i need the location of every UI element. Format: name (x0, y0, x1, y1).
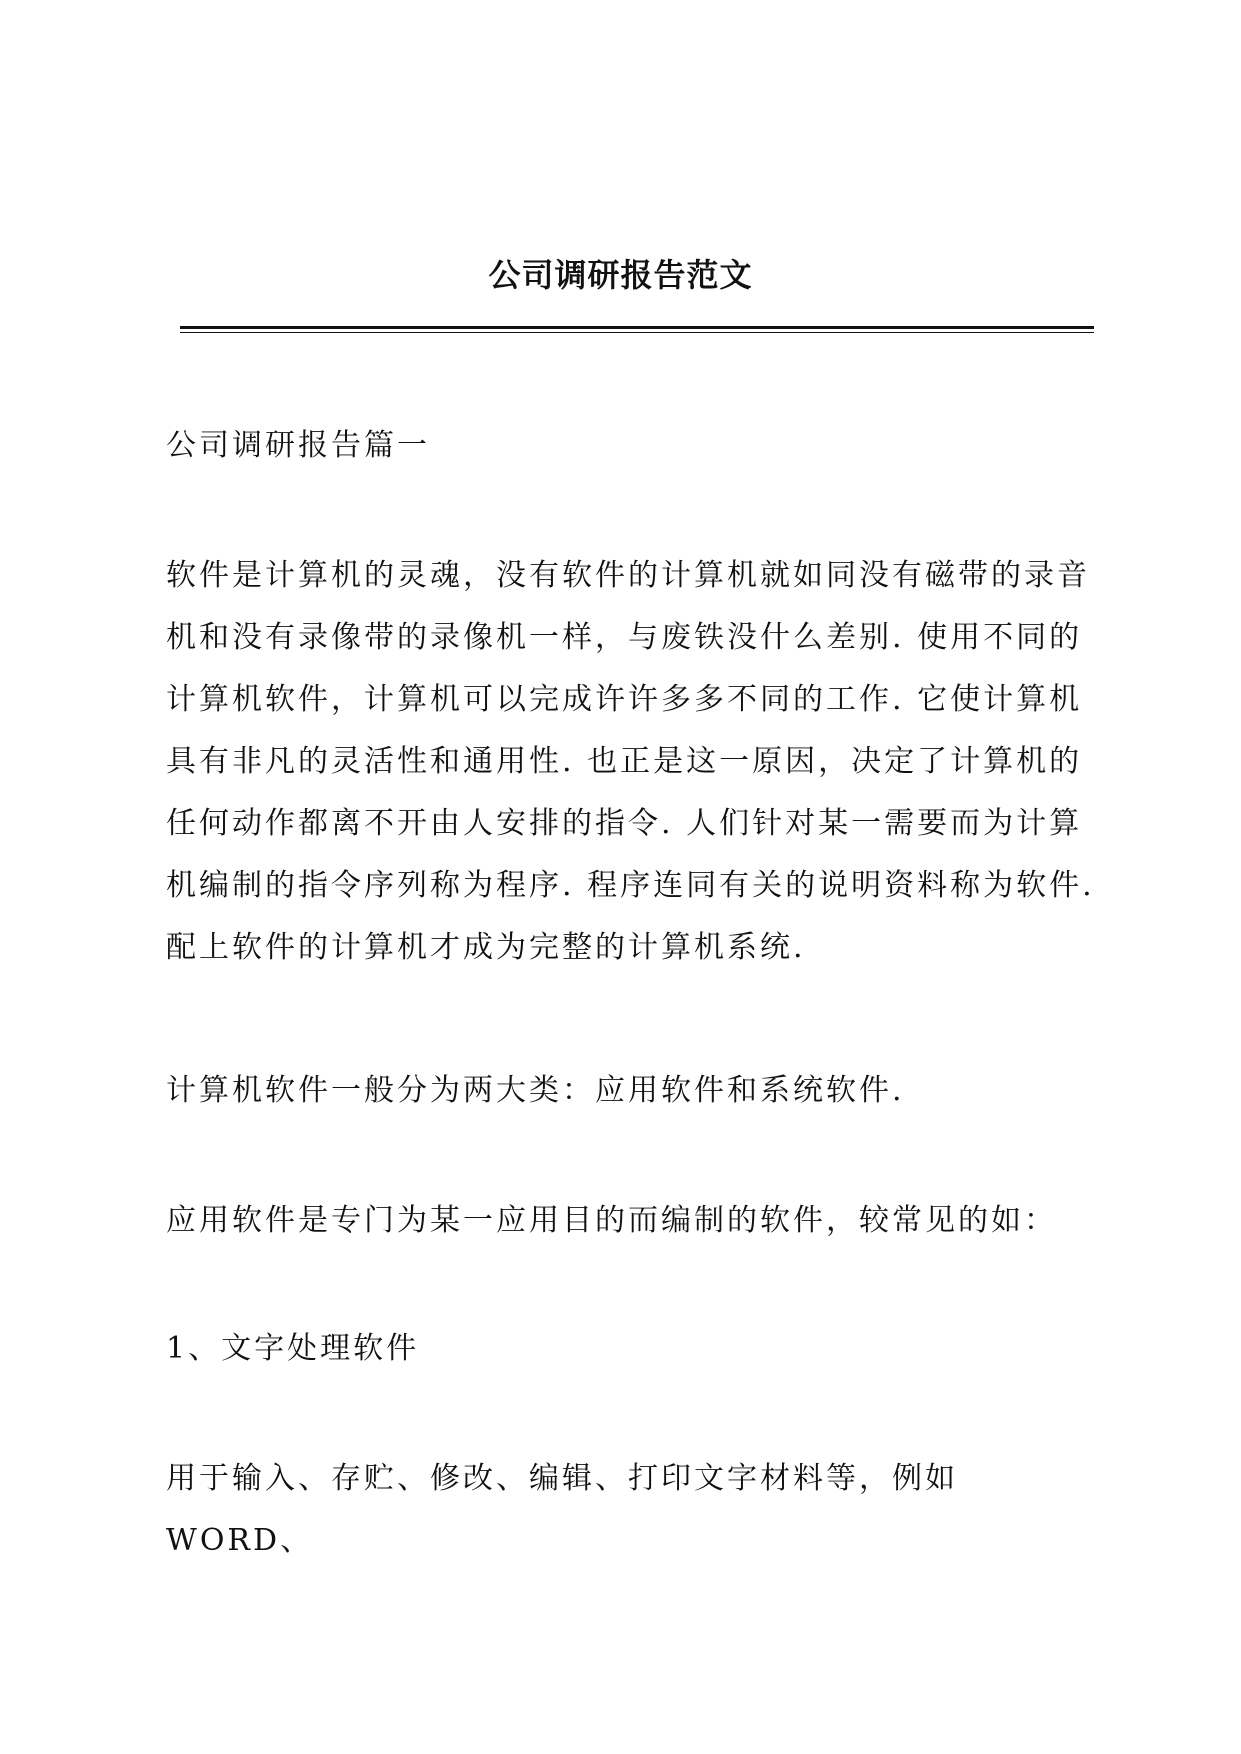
section-heading: 公司调研报告篇一 (166, 428, 430, 463)
paragraph-software-classification: 计算机软件一般分为两大类：应用软件和系统软件. (166, 1073, 905, 1108)
list-item-description: 用于输入、存贮、修改、编辑、打印文字材料等，例如WORD、 (166, 1461, 958, 1558)
document-title: 公司调研报告范文 (488, 256, 753, 294)
list-item-heading: 1、文字处理软件 (166, 1331, 420, 1366)
title-underline-thin (180, 332, 1094, 333)
paragraph-software-intro: 软件是计算机的灵魂，没有软件的计算机就如同没有磁带的录音机和没有录像带的录像机一样，与废铁没什么差别. 使用不同的计算机软件，计算机可以完成许许多多不同的工作. 它使计算机具有非凡的灵活性和通用性. 也正是这一原因，决定了计算机的任何动作都离不开由人安排的指令. 人们针对某一需要而为计算机编制的指令序列称为程序. 程序连同有关的说明资料称为软件. 配上软件的计算机才成为完整的计算机系统. (166, 558, 1095, 965)
title-underline-thick (180, 326, 1094, 329)
paragraph-application-software: 应用软件是专门为某一应用目的而编制的软件，较常见的如： (166, 1203, 1057, 1238)
